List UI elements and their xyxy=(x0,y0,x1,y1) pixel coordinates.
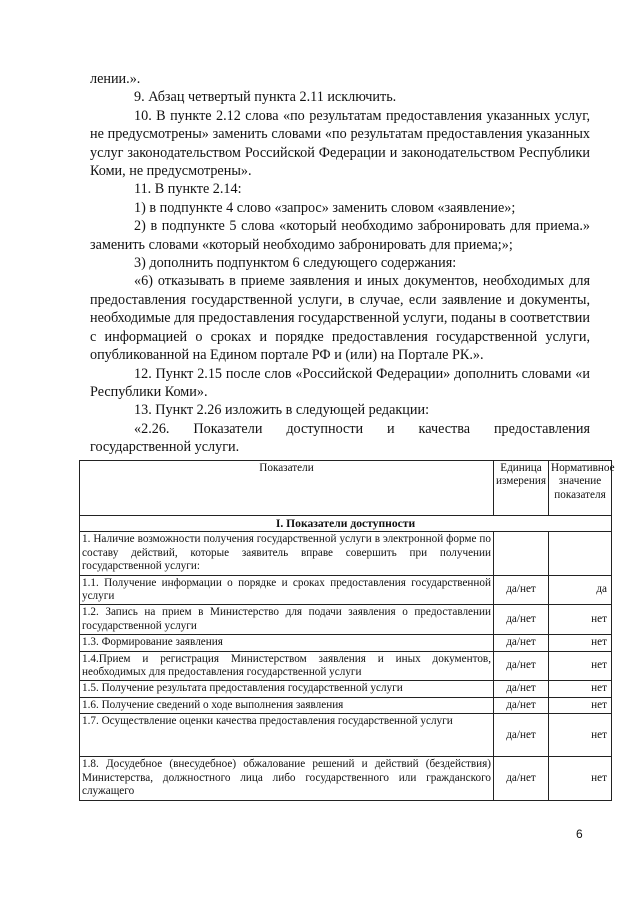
section-title: I. Показатели доступности xyxy=(80,516,612,532)
row-unit: да/нет xyxy=(494,697,549,713)
row-value: нет xyxy=(549,681,612,697)
row-value: нет xyxy=(549,757,612,800)
paragraph-item-13: 13. Пункт 2.26 изложить в следующей редакции: xyxy=(134,402,430,419)
paragraph-item-12: 12. Пункт 2.15 после слов «Российской Федерации» дополнить словами «и Республики Коми». xyxy=(90,365,590,400)
paragraph-item-11: 11. В пункте 2.14: xyxy=(134,181,242,198)
row-unit: да/нет xyxy=(494,605,549,635)
paragraph-continuation: лении.». xyxy=(90,71,141,87)
paragraph-item-9: 9. Абзац четвертый пункта 2.11 исключить. xyxy=(134,89,397,106)
paragraph-subitem-1: 1) в подпункте 4 слово «запрос» заменить словом «заявление»; xyxy=(134,199,516,216)
row-indicator: 1. Наличие возможности получения государственной услуги в электронной форме по составу действий, которые заявитель вправе совершить при получении государственной услуги: xyxy=(80,532,494,575)
table-row xyxy=(80,575,612,605)
row-indicator: 1.5. Получение результата предоставления государственной услуги xyxy=(80,681,494,697)
row-indicator: 1.3. Формирование заявления xyxy=(80,635,494,651)
paragraph-subitem-3: 3) дополнить подпунктом 6 следующего содержания: xyxy=(134,255,457,272)
paragraph-item-10: 10. В пункте 2.12 слова «по результатам предоставления указанных услуг, не предусмотрены» заменить словами «по результатам предоставления указанных услуг законодательством Российской Федерации и законодательством Республики Коми, не предусмотрены». xyxy=(90,107,590,180)
table-row xyxy=(80,605,612,635)
paragraph-quote-2-26: «2.26. Показатели доступности и качества предоставления государственной услуги. xyxy=(90,420,590,456)
row-indicator: 1.2. Запись на прием в Министерство для подачи заявления о предоставлении государственной услуги xyxy=(80,605,494,635)
table-row xyxy=(80,697,612,713)
header-norm: Нормативное значение показателя xyxy=(549,461,612,516)
row-indicator: 1.6. Получение сведений о ходе выполнения заявления xyxy=(80,697,494,713)
row-unit: да/нет xyxy=(494,714,549,757)
table-row xyxy=(80,681,612,697)
table-row xyxy=(80,757,612,800)
paragraph-subitem-2: 2) в подпункте 5 слова «который необходимо забронировать для приема.» заменить словами «который необходимо забронировать для приема;»; xyxy=(90,218,590,253)
row-indicator: 1.1. Получение информации о порядке и сроках предоставления государственной услуги xyxy=(80,575,494,605)
row-value: нет xyxy=(549,651,612,681)
table-row xyxy=(80,532,612,575)
header-unit: Единица измерения xyxy=(494,461,549,516)
row-unit: да/нет xyxy=(494,635,549,651)
row-value: да xyxy=(549,575,612,605)
page-number: 6 xyxy=(576,827,583,841)
table-header-row xyxy=(80,461,612,516)
row-value: нет xyxy=(549,697,612,713)
row-indicator: 1.8. Досудебное (внесудебное) обжалование решений и действий (бездействия) Министерства, должностного лица либо государственного или гражданского служащего xyxy=(80,757,494,800)
table-section-row xyxy=(80,516,612,532)
row-unit: да/нет xyxy=(494,681,549,697)
row-value xyxy=(549,532,612,575)
table-row xyxy=(80,651,612,681)
row-value: нет xyxy=(549,605,612,635)
indicators-table xyxy=(79,460,615,801)
table-row xyxy=(80,635,612,651)
paragraph-quote-6: «6) отказывать в приеме заявления и иных документов, необходимых для предоставления государственной услуги, в случае, если заявление и документы, необходимые для предоставления государственной услуги, поданы в соответствии с информацией о сроках и порядке предоставления государственной услуги, опубликованной на Едином портале РФ и (или) на Портале РК.». xyxy=(90,273,590,364)
document-body xyxy=(90,70,590,457)
header-indicator: Показатели xyxy=(80,461,494,516)
row-value: нет xyxy=(549,635,612,651)
row-unit: да/нет xyxy=(494,757,549,800)
row-indicator: 1.7. Осуществление оценки качества предоставления государственной услуги xyxy=(80,714,494,757)
table-row xyxy=(80,714,612,757)
row-unit xyxy=(494,532,549,575)
row-unit: да/нет xyxy=(494,575,549,605)
row-indicator: 1.4.Прием и регистрация Министерством заявления и иных документов, необходимых для предоставления государственной услуги xyxy=(80,651,494,681)
row-unit: да/нет xyxy=(494,651,549,681)
row-value: нет xyxy=(549,714,612,757)
